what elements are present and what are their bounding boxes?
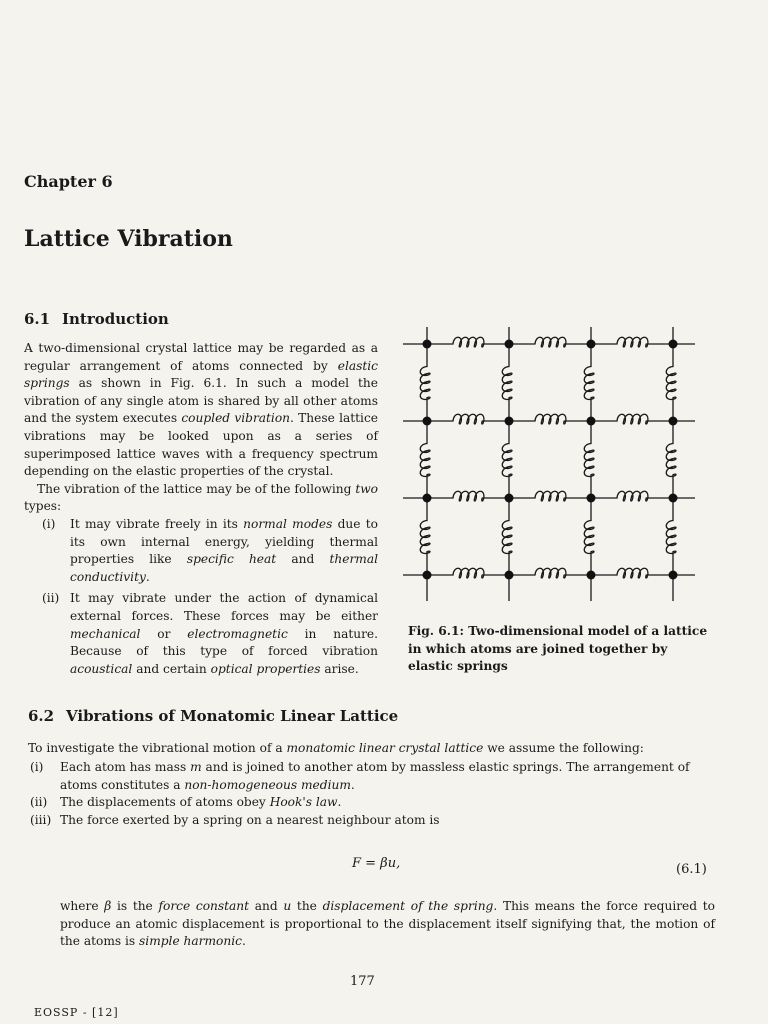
horizontal-spring [509, 414, 591, 424]
atom [423, 571, 432, 580]
equation-explanation: where β is the force constant and u the displacement of the spring. This means the force required to produce an atomic displacement is proportional to the displacement itself signifying that, the motion of the atoms is simple harmonic. [60, 899, 715, 949]
horizontal-spring [591, 568, 673, 578]
atom [505, 417, 514, 426]
vertical-spring [502, 421, 512, 498]
vertical-spring [420, 344, 430, 421]
section-heading-monatomic-lattice [28, 707, 398, 725]
section-title: Introduction [62, 310, 169, 328]
section-heading-introduction [24, 310, 169, 328]
atom [423, 494, 432, 503]
vertical-spring [584, 421, 594, 498]
atom [505, 571, 514, 580]
emphasis: non-homogeneous medium [184, 777, 351, 792]
atom [669, 571, 678, 580]
emphasis: optical properties [210, 661, 321, 676]
horizontal-spring [509, 491, 591, 501]
atom [669, 494, 678, 503]
emphasis: force constant [158, 899, 250, 913]
list-item-text: It may vibrate under the action of dynamical external forces. These forces may be either mechanical or electromagnetic in nature. Because of this type of forced vibration acoustical and certain optical properties arise. [70, 591, 378, 676]
vibration-types-list [24, 516, 378, 678]
list-marker: (ii) [42, 591, 60, 606]
emphasis: Hook's law [269, 795, 338, 810]
atom [669, 340, 678, 349]
emphasis: m [190, 760, 202, 774]
horizontal-spring [427, 337, 509, 347]
emphasis: coupled vibration [181, 411, 291, 426]
atom [587, 494, 596, 503]
atom [587, 340, 596, 349]
horizontal-spring [591, 491, 673, 501]
emphasis: acoustical [70, 661, 133, 676]
horizontal-spring [509, 337, 591, 347]
list-marker: (iii) [30, 812, 52, 827]
list-item [30, 794, 720, 812]
vertical-spring [666, 498, 676, 575]
emphasis: electromagnetic [187, 626, 288, 641]
vertical-spring [584, 498, 594, 575]
atom [669, 417, 678, 426]
atom [505, 494, 514, 503]
vertical-spring [420, 498, 430, 575]
emphasis: elastic springs [24, 358, 378, 391]
list-marker: (ii) [30, 795, 48, 810]
emphasis: u [283, 899, 292, 913]
atom [587, 417, 596, 426]
vertical-spring [420, 421, 430, 498]
horizontal-spring [427, 491, 509, 501]
vertical-spring [502, 498, 512, 575]
caption-label: Fig. 6.1: [408, 624, 464, 638]
list-item [24, 590, 378, 678]
horizontal-spring [591, 414, 673, 424]
list-item-text: The force exerted by a spring on a nearest neighbour atom is [60, 812, 440, 827]
vertical-spring [666, 421, 676, 498]
section-number: 6.1 [24, 310, 51, 328]
atom [587, 571, 596, 580]
atom [423, 417, 432, 426]
list-item [24, 516, 378, 586]
caption-text: Two-dimensional model of a lattice in which atoms are joined together by elastic springs [408, 624, 708, 674]
intro-paragraph-2: The vibration of the lattice may be of the following two types: [24, 481, 378, 514]
chapter-label: Chapter 6 [24, 172, 113, 191]
horizontal-spring [427, 414, 509, 424]
lattice-diagram [400, 325, 700, 615]
page-number: 177 [350, 974, 375, 989]
emphasis: mechanical [70, 626, 141, 641]
section-2-intro: To investigate the vibrational motion of a monatomic linear crystal lattice we assume the following: [28, 741, 644, 755]
horizontal-spring [591, 337, 673, 347]
list-item-text: It may vibrate freely in its normal modes due to its own internal energy, yielding thermal properties like specific heat and thermal conductivity. [70, 516, 378, 584]
emphasis: simple harmonic [139, 934, 242, 949]
emphasis: specific heat [186, 552, 277, 567]
figure-caption [408, 623, 708, 676]
chapter-title: Lattice Vibration [24, 226, 233, 252]
lattice-figure [400, 325, 700, 615]
list-item-text: The displacements of atoms obey Hook's law. [60, 795, 342, 810]
vertical-spring [502, 344, 512, 421]
equation-number: (6.1) [676, 862, 707, 877]
emphasis: monatomic linear crystal lattice [286, 741, 484, 755]
emphasis: two [355, 481, 378, 496]
introduction-text [24, 340, 378, 678]
list-marker: (i) [30, 760, 44, 774]
atom [423, 340, 432, 349]
list-item [30, 812, 720, 830]
emphasis: normal modes [243, 516, 333, 531]
vertical-spring [666, 344, 676, 421]
equation: F = βu, [352, 856, 401, 871]
emphasis: thermal conductivity [70, 552, 378, 584]
vertical-spring [584, 344, 594, 421]
emphasis: β [104, 899, 112, 913]
section-number: 6.2 [28, 707, 55, 725]
intro-paragraph-1: A two-dimensional crystal lattice may be regarded as a regular arrangement of atoms connected by elastic springs as shown in Fig. 6.1. In such a model the vibration of any single atom is shared by all other atoms and the system executes coupled vibration. These lattice vibrations may be looked upon as a series of superimposed lattice waves with a frequency spectrum depending on the elastic properties of the crystal. [24, 341, 378, 479]
horizontal-spring [427, 568, 509, 578]
atom [505, 340, 514, 349]
list-item [30, 759, 720, 794]
list-marker: (i) [42, 516, 56, 531]
horizontal-spring [509, 568, 591, 578]
assumptions-list [30, 759, 720, 829]
list-item-text: Each atom has mass m and is joined to another atom by massless elastic springs. The arrangement of atoms constitutes a non-homogeneous medium. [60, 760, 690, 792]
section-title: Vibrations of Monatomic Linear Lattice [66, 707, 399, 725]
footer-code: EOSSP - [12] [34, 1006, 119, 1019]
emphasis: displacement of the spring [322, 899, 494, 913]
